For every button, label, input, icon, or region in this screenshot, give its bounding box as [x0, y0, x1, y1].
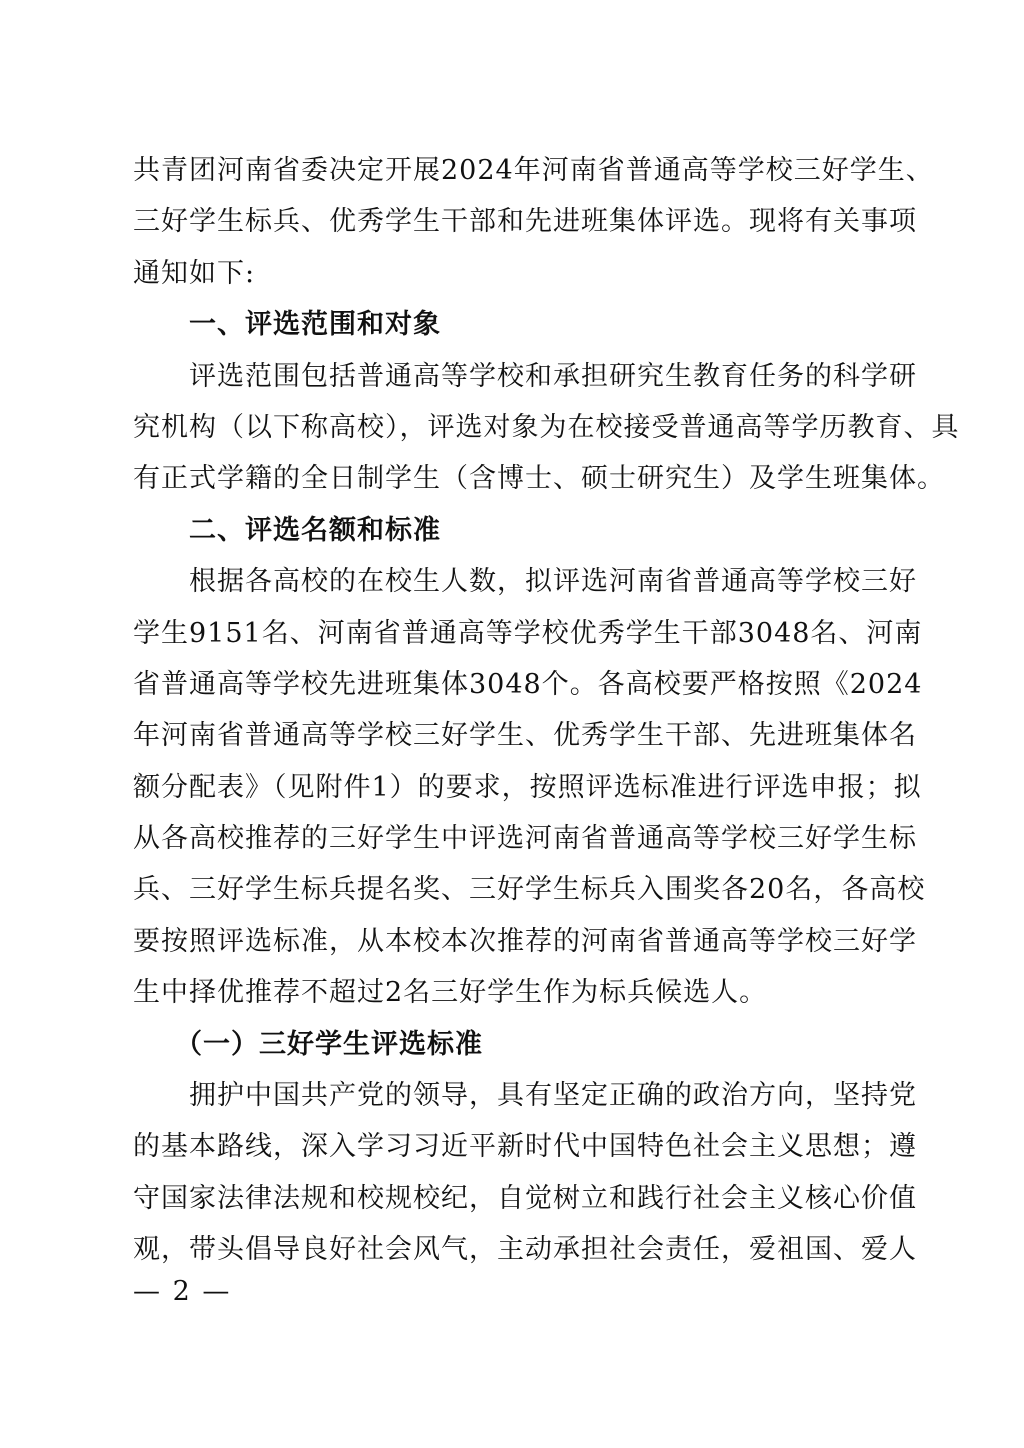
- body-line: 通知如下:: [133, 257, 256, 289]
- body-line: 生中择优推荐不超过2名三好学生作为标兵候选人。: [133, 977, 768, 1009]
- section-heading-2: 二、评选名额和标准: [189, 514, 441, 546]
- body-line: 有正式学籍的全日制学生（含博士、硕士研究生）及学生班集体。: [133, 463, 945, 495]
- body-line: 的基本路线，深入学习习近平新时代中国特色社会主义思想；遵: [133, 1131, 917, 1163]
- body-line: 评选范围包括普通高等学校和承担研究生教育任务的科学研: [189, 360, 917, 392]
- body-line: 根据各高校的在校生人数，拟评选河南省普通高等学校三好: [189, 566, 917, 598]
- body-line: 年河南省普通高等学校三好学生、优秀学生干部、先进班集体名: [133, 720, 917, 752]
- section-heading-1: 一、评选范围和对象: [189, 309, 441, 341]
- body-line: 兵、三好学生标兵提名奖、三好学生标兵入围奖各20名，各高校: [133, 874, 926, 906]
- body-line: 要按照评选标准，从本校本次推荐的河南省普通高等学校三好学: [133, 925, 917, 957]
- body-line: 学生9151名、河南省普通高等学校优秀学生干部3048名、河南: [133, 617, 923, 649]
- body-line: 究机构（以下称高校），评选对象为在校接受普通高等学历教育、具: [133, 411, 960, 443]
- document-body: [133, 145, 960, 1276]
- body-line: 共青团河南省委决定开展2024年河南省普通高等学校三好学生、: [133, 155, 934, 186]
- body-line: 三好学生标兵、优秀学生干部和先进班集体评选。现将有关事项: [133, 206, 917, 238]
- page-number: — 2 —: [133, 1276, 232, 1307]
- body-line: 守国家法律法规和校规校纪，自觉树立和践行社会主义核心价值: [133, 1182, 917, 1214]
- body-line: 省普通高等学校先进班集体3048个。各高校要严格按照《2024: [133, 668, 923, 700]
- body-line: 额分配表》（见附件1）的要求，按照评选标准进行评选申报；拟: [133, 771, 922, 803]
- body-line: 拥护中国共产党的领导，具有坚定正确的政治方向，坚持党: [189, 1080, 917, 1112]
- sub-heading-1: （一）三好学生评选标准: [175, 1028, 483, 1060]
- body-line: 观，带头倡导良好社会风气，主动承担社会责任，爱祖国、爱人: [133, 1234, 917, 1266]
- body-line: 从各高校推荐的三好学生中评选河南省普通高等学校三好学生标: [133, 823, 917, 855]
